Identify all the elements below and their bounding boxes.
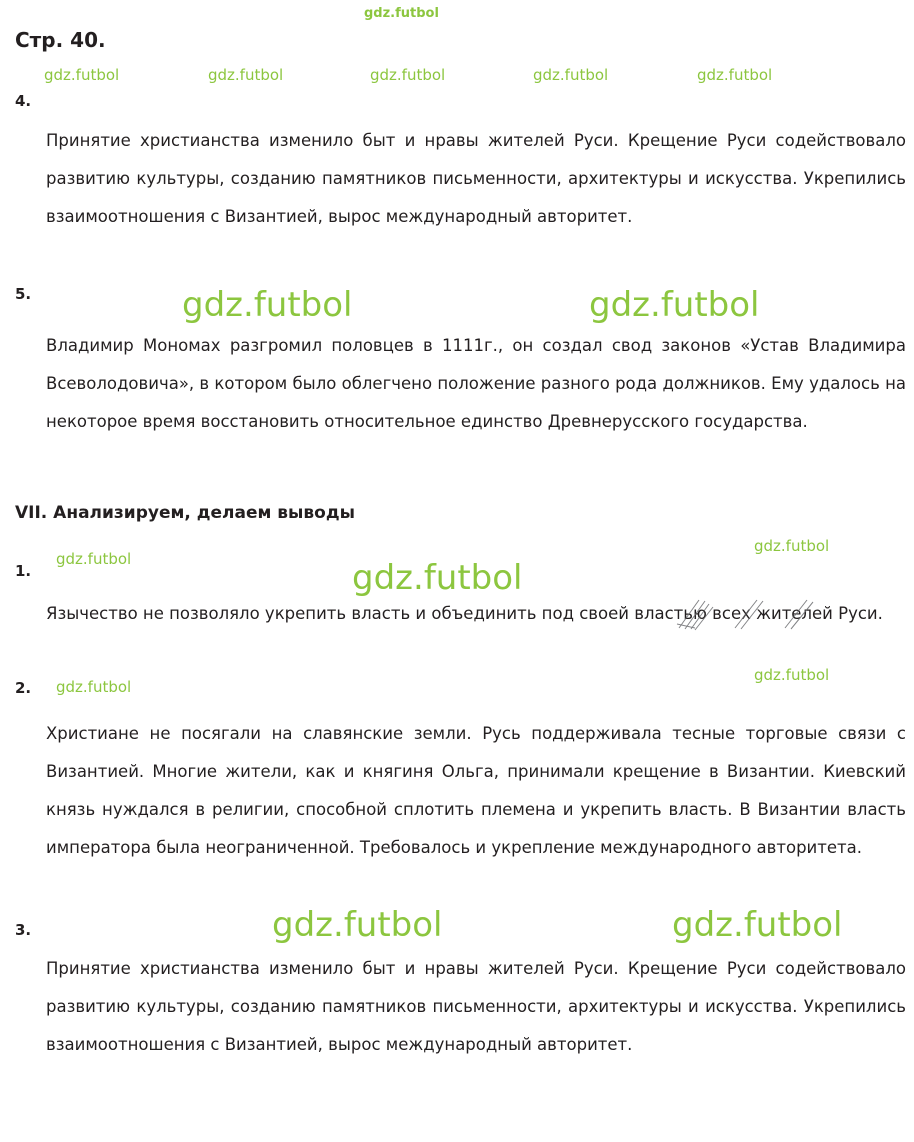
watermark-small-4: gdz.futbol <box>56 678 132 696</box>
section-heading: VII. Анализируем, делаем выводы <box>15 503 355 523</box>
section-item-text-1: Язычество не позволяло укрепить власть и объединить под своей властью всех жителей Руси. <box>46 604 883 623</box>
watermark-small-1: gdz.futbol <box>754 537 830 555</box>
item-number-5: 5. <box>15 285 32 303</box>
watermark-large-4: gdz.futbol <box>272 905 443 945</box>
watermark-top-center: gdz.futbol <box>364 6 439 21</box>
watermark-large-2: gdz.futbol <box>589 285 760 325</box>
item-text-4: Принятие христианства изменило быт и нравы жителей Руси. Крещение Руси содействовало развитию культуры, созданию памятников письменности, архитектуры и искусства. Укрепились взаимоотношения с Византией, вырос международный авторитет. <box>46 131 906 226</box>
watermark-large-5: gdz.futbol <box>672 905 843 945</box>
section-item-text-2: Христиане не посягали на славянские земли. Русь поддерживала тесные торговые связи с Византией. Многие жители, как и княгиня Ольга, принимали крещение в Византии. Киевский князь нуждался в религии, способной сплотить племена и укрепить власть. В Византии власть императора была неограниченной. Требовалось и укрепление международного авторитета. <box>46 724 906 857</box>
section-item-number-1: 1. <box>15 562 32 580</box>
section-item-number-2: 2. <box>15 679 32 697</box>
watermark-row-3: gdz.futbol <box>370 66 446 84</box>
watermark-row-1: gdz.futbol <box>44 66 120 84</box>
watermark-row-2: gdz.futbol <box>208 66 284 84</box>
section-item-text-3: Принятие христианства изменило быт и нравы жителей Руси. Крещение Руси содействовало развитию культуры, созданию памятников письменности, архитектуры и искусства. Укрепились взаимоотношения с Византией, вырос международный авторитет. <box>46 959 906 1054</box>
item-number-4: 4. <box>15 92 32 110</box>
watermark-small-3: gdz.futbol <box>754 666 830 684</box>
watermark-row-5: gdz.futbol <box>697 66 773 84</box>
watermark-large-1: gdz.futbol <box>182 285 353 325</box>
page-label: Стр. 40. <box>15 28 106 52</box>
item-text-5: Владимир Мономах разгромил половцев в 1111г., он создал свод законов «Устав Владимира Всеволодовича», в котором было облегчено положение разного рода должников. Ему удалось на некоторое время восстановить относительное единство Древнерусского государства. <box>46 336 906 431</box>
watermark-row-4: gdz.futbol <box>533 66 609 84</box>
watermark-large-3: gdz.futbol <box>352 558 523 598</box>
section-item-number-3: 3. <box>15 921 32 939</box>
watermark-small-2: gdz.futbol <box>56 550 132 568</box>
